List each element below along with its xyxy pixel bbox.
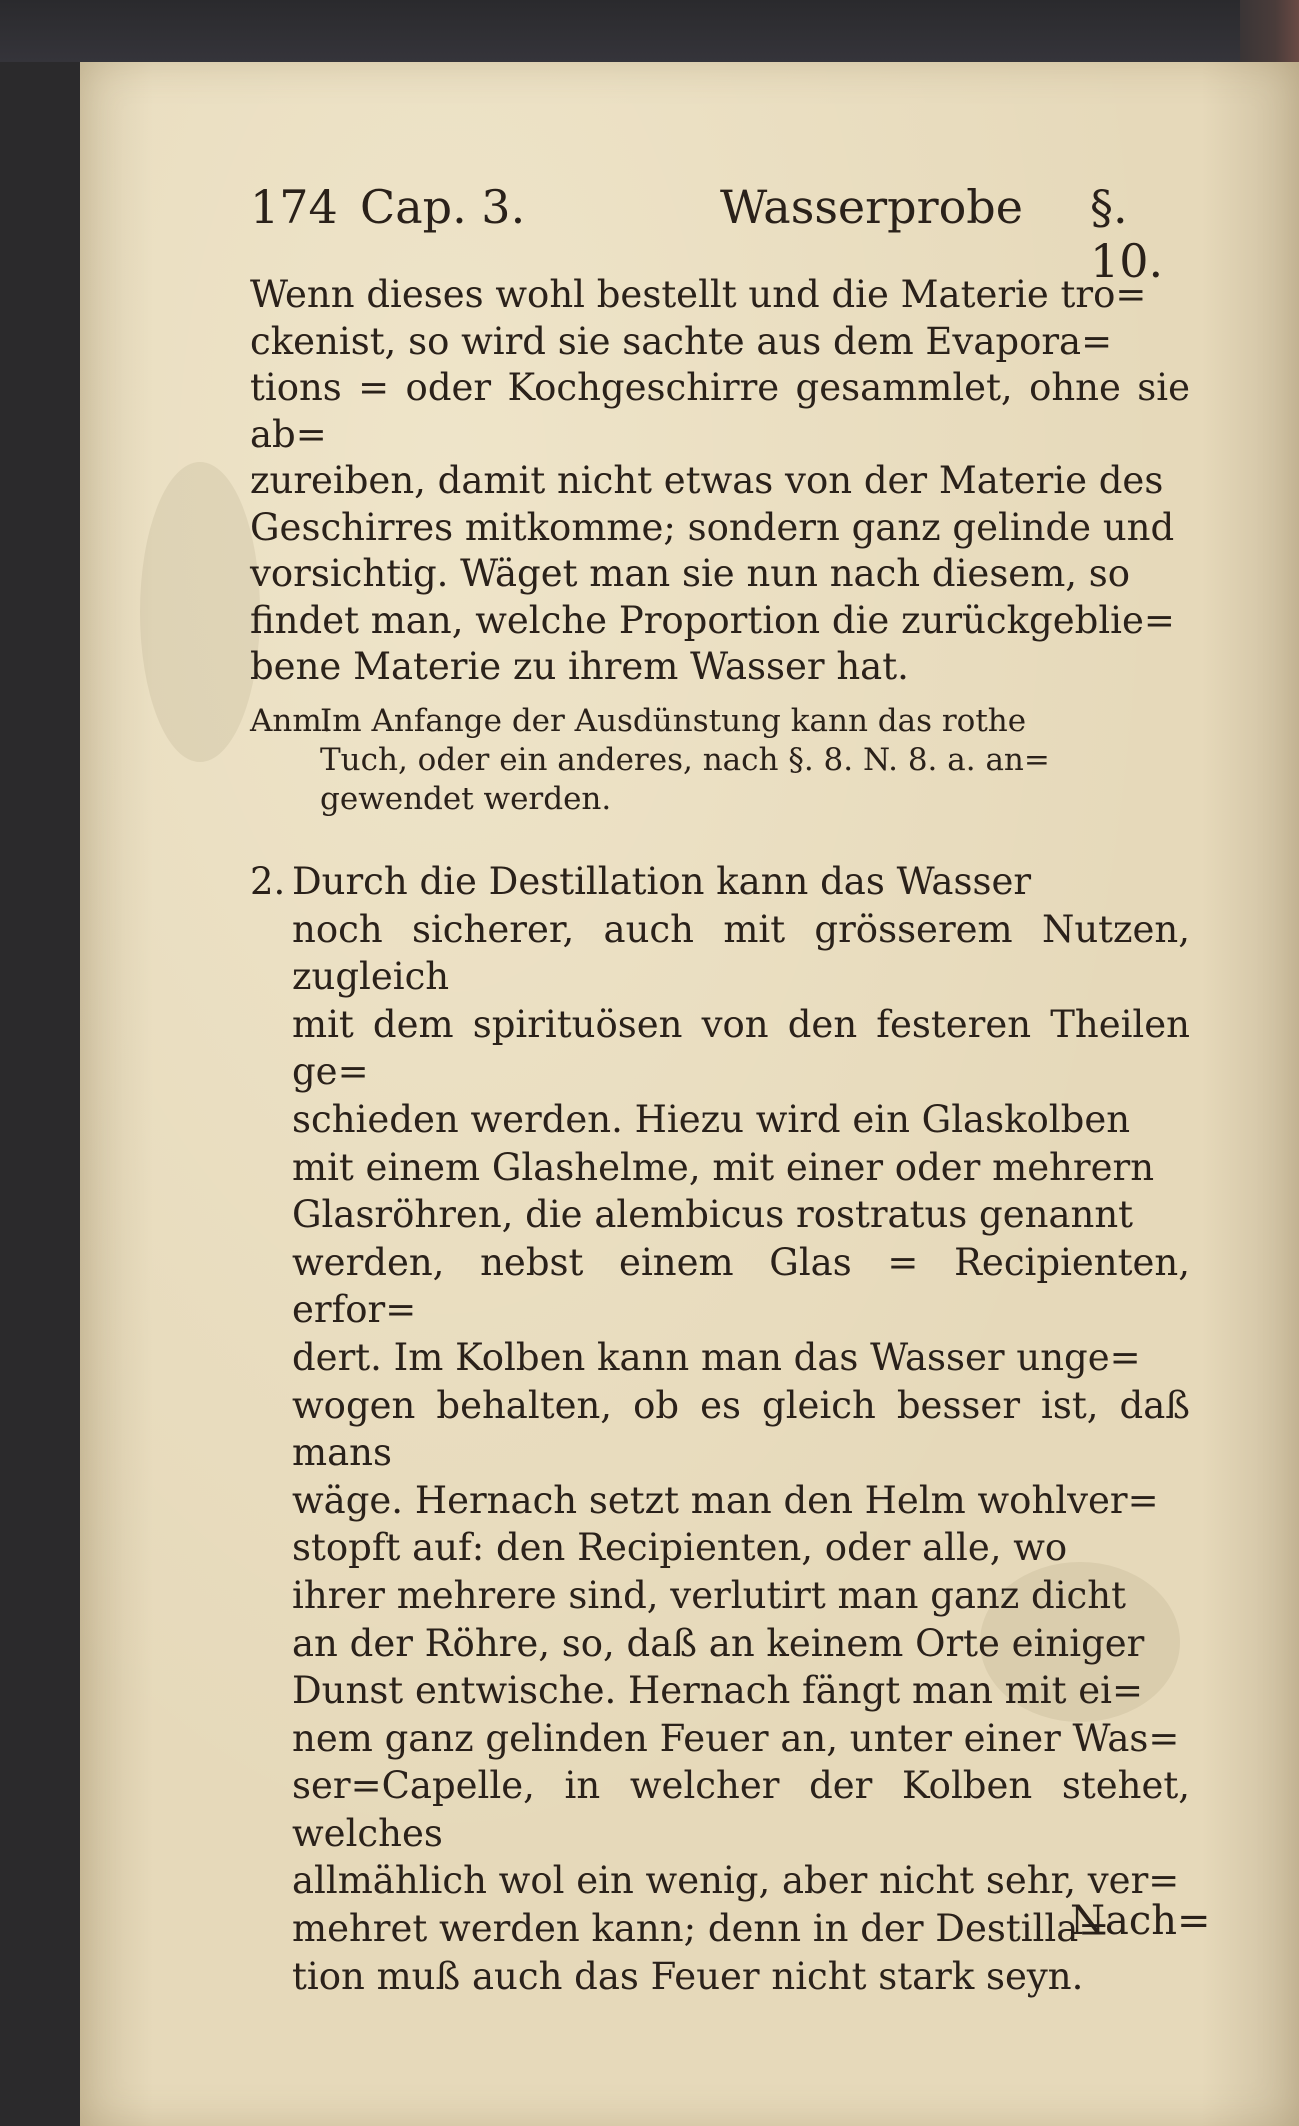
- paragraph-2-text: Durch die Destillation kann das Wasser noch sicherer, auch mit grösserem Nutzen, zugleich mit dem spirituösen von den festeren Theilen ge= schieden werden. Hiezu wird ein Glaskolben mit einem Glashelme, mit einer oder mehrern Glasröhren, die alembicus rostratus genannt werden, nebst einem Glas = Recipienten, erfor= dert. Im Kolben kann man das Wasser unge= wogen behalten, ob es gleich besser ist, daß mans wäge. Hernach setzt man den Helm wohlver= stopft auf: den Recipienten, oder alle, wo ihrer mehrere sind, verlutirt man ganz dicht an der Röhre, so, daß an keinem Orte einiger Dunst entwische. Hernach fängt man mit ei= nem ganz gelinden Feuer an, unter einer Was= ser=Capelle, in welcher der Kolben stehet, welches allmählich wol ein wenig, aber nicht sehr, ver= mehret werden kann; denn in der Destilla= tion muß auch das Feuer nicht stark seyn.: [292, 860, 1190, 1998]
- chapter-label: Cap. 3.: [360, 180, 526, 234]
- catchword: Nach=: [1070, 1898, 1211, 1944]
- paper-stain: [140, 462, 260, 762]
- header-title: Wasserprobe: [720, 180, 1023, 234]
- running-header: [250, 0, 1190, 288]
- section-label: §. 10.: [1090, 180, 1164, 288]
- annotation-label: Anm.: [250, 703, 332, 739]
- paragraph-number: 2.: [250, 860, 286, 903]
- page-number: 174: [250, 180, 338, 234]
- annotation-text: Im Anfange der Ausdünstung kann das rothe Tuch, oder ein anderes, nach §. 8. N. 8. a. an= gewendet werden.: [320, 703, 1050, 817]
- paragraph-1: Wenn dieses wohl bestellt und die Materie tro= ckenist, so wird sie sachte aus dem Evapora= tions = oder Kochgeschirre gesammlet, ohne sie ab= zureiben, damit nicht etwas von der Materie des Geschirres mitkomme; sondern ganz gelinde und vorsichtig. Wäget man sie nun nach diesem, so findet man, welche Proportion die zurückgeblie= bene Materie zu ihrem Wasser hat.: [250, 273, 1190, 688]
